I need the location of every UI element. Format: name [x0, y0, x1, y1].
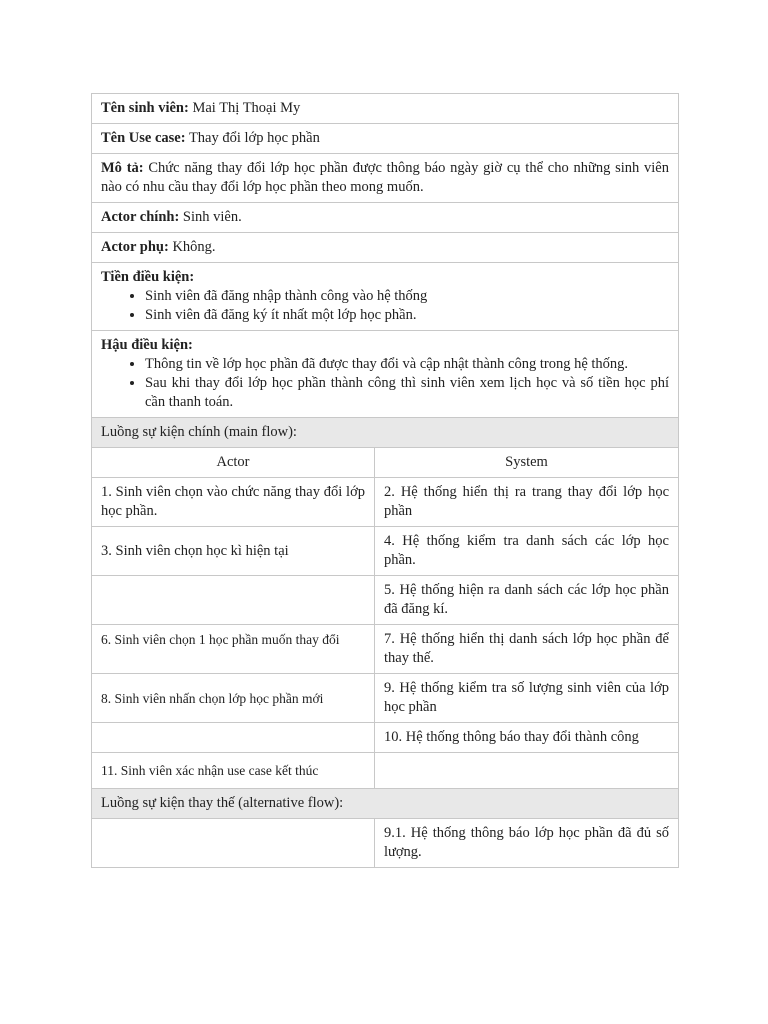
student-row	[92, 94, 679, 124]
system-step: 5. Hệ thống hiện ra danh sách các lớp học phần đã đăng kí.	[375, 576, 679, 625]
secondary-actor-value: Không.	[168, 239, 216, 255]
system-step: 10. Hệ thống thông báo thay đổi thành công	[375, 723, 679, 753]
main-flow-header-row	[92, 418, 679, 448]
postconditions-label: Hậu điều kiện:	[101, 337, 193, 353]
actor-step: 6. Sinh viên chọn 1 học phần muốn thay đổi	[92, 625, 375, 674]
table-row	[92, 478, 679, 527]
system-step: 4. Hệ thống kiểm tra danh sách các lớp học phần.	[375, 527, 679, 576]
secondary-actor-row	[92, 233, 679, 263]
system-step: 2. Hệ thống hiển thị ra trang thay đổi lớp học phần	[375, 478, 679, 527]
preconditions-list	[101, 287, 669, 325]
actor-step	[92, 576, 375, 625]
table-row	[92, 576, 679, 625]
actor-step	[92, 819, 375, 868]
table-row	[92, 723, 679, 753]
actor-step: 8. Sinh viên nhấn chọn lớp học phần mới	[92, 674, 375, 723]
table-row	[92, 527, 679, 576]
actor-step: 1. Sinh viên chọn vào chức năng thay đổi lớp học phần.	[92, 478, 375, 527]
primary-actor-label: Actor chính:	[101, 209, 180, 225]
postconditions-list	[101, 355, 669, 412]
system-step	[375, 753, 679, 789]
primary-actor-value: Sinh viên.	[179, 209, 242, 225]
student-label: Tên sinh viên:	[101, 100, 189, 116]
actor-column-header: Actor	[92, 448, 375, 478]
student-value: Mai Thị Thoại My	[188, 100, 301, 116]
system-step: 9. Hệ thống kiểm tra số lượng sinh viên của lớp học phần	[375, 674, 679, 723]
main-flow-title: Luồng sự kiện chính (main flow):	[92, 418, 679, 448]
system-step: 7. Hệ thống hiển thị danh sách lớp học phần để thay thế.	[375, 625, 679, 674]
preconditions-label: Tiền điều kiện:	[101, 269, 195, 285]
use-case-name-row	[92, 124, 679, 154]
actor-step: 11. Sinh viên xác nhận use case kết thúc	[92, 753, 375, 789]
table-row	[92, 753, 679, 789]
system-column-header: System	[375, 448, 679, 478]
description-row	[92, 154, 679, 203]
actor-step	[92, 723, 375, 753]
list-item: • Sau khi thay đổi lớp học phần thành công thì sinh viên xem lịch học và số tiền học phí cần thanh toán.	[145, 374, 669, 412]
preconditions-row	[92, 263, 679, 331]
postconditions-row	[92, 331, 679, 418]
use-case-name-value: Thay đổi lớp học phần	[185, 130, 320, 146]
table-row	[92, 625, 679, 674]
system-step: 9.1. Hệ thống thông báo lớp học phần đã đủ số lượng.	[375, 819, 679, 868]
table-row	[92, 819, 679, 868]
use-case-name-label: Tên Use case:	[101, 130, 186, 146]
actor-step: 3. Sinh viên chọn học kì hiện tại	[92, 527, 375, 576]
list-item: • Sinh viên đã đăng ký ít nhất một lớp học phần.	[145, 306, 669, 325]
column-header-row	[92, 448, 679, 478]
use-case-table	[91, 93, 679, 868]
description-value: Chức năng thay đổi lớp học phần được thông báo ngày giờ cụ thể cho những sinh viên nào có nhu cầu thay đổi lớp học phần theo mong muốn.	[101, 160, 669, 195]
alt-flow-header-row	[92, 789, 679, 819]
list-item: • Sinh viên đã đăng nhập thành công vào hệ thống	[145, 287, 669, 306]
table-row	[92, 674, 679, 723]
alt-flow-title: Luồng sự kiện thay thế (alternative flow):	[92, 789, 679, 819]
list-item: • Thông tin về lớp học phần đã được thay đổi và cập nhật thành công trong hệ thống.	[145, 355, 669, 374]
description-label: Mô tả:	[101, 160, 144, 176]
primary-actor-row	[92, 203, 679, 233]
secondary-actor-label: Actor phụ:	[101, 239, 169, 255]
